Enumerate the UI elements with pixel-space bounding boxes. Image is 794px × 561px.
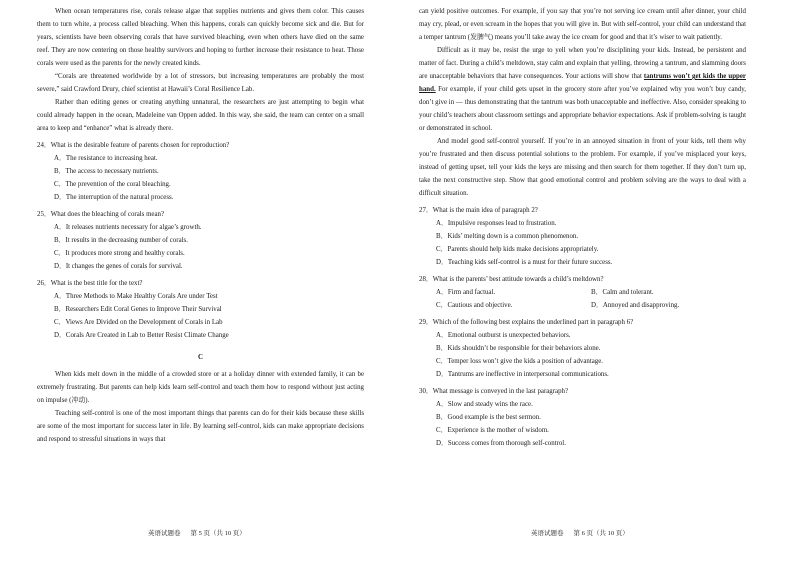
option-25a: A．It releases nutrients necessary for algae’s growth. [54, 224, 202, 231]
question-25: 25．What does the bleaching of corals mean? [37, 211, 165, 218]
option-28c: C．Cautious and objective. [436, 302, 513, 309]
question-28: 28．What is the parents’ best attitude towards a child’s meltdown? [419, 276, 604, 283]
right-page-column [419, 5, 746, 450]
option-26d: D．Corals Are Created in Lab to Better Resist Climate Change [54, 332, 229, 339]
option-30a: A．Slow and steady wins the race. [436, 401, 533, 408]
option-28b: B．Calm and tolerant. [591, 289, 654, 296]
page-footer-right [531, 528, 639, 537]
option-24c: C．The prevention of the coral bleaching. [54, 181, 171, 188]
question-30: 30．What message is conveyed in the last paragraph? [419, 388, 569, 395]
option-27c: C．Parents should help kids make decisions appropriately. [436, 246, 599, 253]
option-25d: D．It changes the genes of corals for survival. [54, 263, 183, 270]
option-29b: B．Kids shouldn’t be responsible for their behaviors alone. [436, 345, 601, 352]
passage-c-paragraph: can yield positive outcomes. For example, if you say that you’re not serving ice cream until after dinner, your child may cry, plead, or even scream in the hopes that you will give in. But with self-control, your child can understand that a temper tantrum (发脾气) means you’ll take away the ice cream for good and that it’s wiser to wait patiently. [419, 8, 746, 41]
passage-b-paragraph: Rather than editing genes or creating anything unnatural, the researchers are just attempting to begin what could already happen in the ocean, Madeleine van Oppen added. In this way, she said, the team can center on a small area to keep and “enhance” what is already there. [37, 99, 364, 132]
left-page-column [37, 5, 364, 446]
passage-c-paragraph: And model good self-control yourself. If you’re in an annoyed situation in front of your kids, tell them why you’re frustrated and then discuss potential solutions to the problem. For example, if you’ve misplaced your keys, instead of getting upset, tell your kids the keys are missing and then search for them together. If they don’t turn up, take the next constructive step. Show that good emotional control and problem solving are the ways to deal with a difficult situation. [419, 138, 746, 197]
option-28a: A．Firm and factual. [436, 289, 496, 296]
option-28d: D．Annoyed and disapproving. [591, 302, 680, 309]
question-29: 29．Which of the following best explains the underlined part in paragraph 6? [419, 319, 634, 326]
option-24d: D．The interruption of the natural process. [54, 194, 174, 201]
question-24: 24．What is the desirable feature of parents chosen for reproduction? [37, 142, 230, 149]
section-heading: C [198, 354, 203, 361]
passage-c-paragraph [419, 44, 746, 135]
option-24a: A．The resistance to increasing heat. [54, 155, 158, 162]
footer-page-number: 第 6 页（共 10 页） [573, 530, 629, 537]
paragraph-text: Difficult as it may be, resist the urge to yell when you’re disciplining your kids. Instead, be persistent and matter of fact. During a child’s meltdown, stay calm and explain that yelling, throwing a tantrum, and slamming doors are unacceptable behaviors that have consequences. Your actions will show that [419, 47, 746, 80]
passage-c-paragraph: When kids melt down in the middle of a crowded store or at a holiday dinner with extended family, it can be extremely frustrating. But parents can help kids learn self-control and teach them how to respond without just acting on impulse (冲动). [37, 371, 364, 404]
underlined-phrase: tantrums won’t get kids the upper hand. [419, 73, 746, 93]
option-27b: B．Kids’ melting down is a common phenomenon. [436, 233, 579, 240]
passage-b-paragraph: When ocean temperatures rise, corals release algae that supplies nutrients and gives them color. This causes them to turn white, a process called bleaching. When this happens, corals can quickly become sick and die. But for years, scientists have been observing corals that have survived bleaching, even when others have died on the same reef. They are now centering on those healthy survivors and hoping to further increase their resistance to heat. Those corals were used as the parents for the newly created kinds. [37, 8, 364, 67]
option-30c: C．Experience is the mother of wisdom. [436, 427, 549, 434]
passage-b-paragraph: “Corals are threatened worldwide by a lot of stressors, but increasing temperatures are probably the most severe,” said Crawford Drury, chief scientist at Hawaii’s Coral Resilience Lab. [37, 73, 364, 93]
option-27a: A．Impulsive responses lead to frustration. [436, 220, 557, 227]
option-25b: B．It results in the decreasing number of corals. [54, 237, 188, 244]
passage-c-paragraph: Teaching self-control is one of the most important things that parents can do for their kids because these skills are some of the most important for success later in life. By learning self-control, kids can make appropriate decisions and respond to stressful situations in ways that [37, 410, 364, 443]
option-29c: C．Temper loss won’t give the kids a position of advantage. [436, 358, 604, 365]
option-29d: D．Tantrums are ineffective in interpersonal communications. [436, 371, 609, 378]
footer-exam-label: 英语试题卷 [148, 530, 181, 537]
option-30d: D．Success comes from thorough self-control. [436, 440, 566, 447]
option-29a: A．Emotional outburst is unexpected behaviors. [436, 332, 571, 339]
footer-exam-label: 英语试题卷 [531, 530, 564, 537]
question-27: 27．What is the main idea of paragraph 2? [419, 207, 538, 214]
option-24b: B．The access to necessary nutrients. [54, 168, 159, 175]
option-26a: A．Three Methods to Make Healthy Corals Are under Test [54, 293, 218, 300]
footer-page-number: 第 5 页（共 10 页） [190, 530, 246, 537]
option-27d: D．Teaching kids self-control is a must for their future success. [436, 259, 613, 266]
option-25c: C．It produces more strong and healthy corals. [54, 250, 185, 257]
options-28-row [419, 286, 746, 299]
option-26c: C．Views Are Divided on the Development of Corals in Lab [54, 319, 223, 326]
question-26: 26．What is the best title for the text? [37, 280, 143, 287]
page-footer-left [148, 528, 256, 537]
options-28-row [419, 299, 746, 312]
option-30b: B．Good example is the best sermon. [436, 414, 541, 421]
option-26b: B．Researchers Edit Coral Genes to Improve Their Survival [54, 306, 222, 313]
paragraph-text: For example, if your child gets upset in the grocery store after you’ve explained why you won’t buy candy, don’t give in — thus demonstrating that the tantrum was both unacceptable and ineffective. Also, consider speaking to your child’s teachers about classroom settings and appropriate behavior expectations. Ask if problem-solving is taught or demonstrated in school. [419, 86, 746, 132]
